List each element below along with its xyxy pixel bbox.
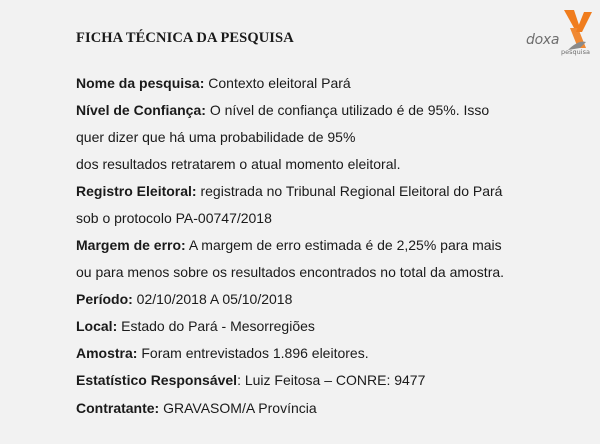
field-periodo <box>76 286 586 313</box>
field-label: Local: <box>76 318 118 334</box>
field-label: Amostra: <box>76 345 138 361</box>
field-amostra <box>76 340 586 367</box>
field-estatistico <box>76 367 586 394</box>
page-title: FICHA TÉCNICA DA PESQUISA <box>76 30 294 46</box>
field-value: : Luiz Feitosa – CONRE: 9477 <box>237 372 426 388</box>
field-confianca-cont: quer dizer que há uma probabilidade de 95% <box>76 129 356 145</box>
field-value: Foram entrevistados 1.896 eleitores. <box>141 345 369 361</box>
logo-subtitle: pesquisa <box>561 48 590 56</box>
field-margem-cont: ou para menos sobre os resultados encontrados no total da amostra. <box>76 264 505 280</box>
field-registro <box>76 178 586 205</box>
field-value: Contexto eleitoral Pará <box>208 75 351 91</box>
field-contratante <box>76 395 586 422</box>
field-label: Nível de Confiança: <box>76 102 206 118</box>
field-label: Estatístico Responsável <box>76 372 238 388</box>
field-registro-cont: sob o protocolo PA-00747/2018 <box>76 210 272 226</box>
field-value: Estado do Pará - Mesorregiões <box>121 318 315 334</box>
field-value: A margem de erro estimada é de 2,25% para mais <box>188 237 502 253</box>
field-label: Contratante: <box>76 400 160 416</box>
doxa-logo <box>520 6 596 62</box>
field-confianca-cont: dos resultados retratarem o atual momento eleitoral. <box>76 156 401 172</box>
field-label: Registro Eleitoral: <box>76 183 197 199</box>
field-margem <box>76 232 586 259</box>
field-label: Período: <box>76 291 133 307</box>
field-confianca <box>76 97 586 124</box>
field-value: O nível de confiança utilizado é de 95%. Isso <box>209 102 490 118</box>
field-nome <box>76 70 586 97</box>
logo-wordmark: doxa <box>526 32 560 48</box>
field-local <box>76 313 586 340</box>
field-value: 02/10/2018 A 05/10/2018 <box>136 291 293 307</box>
field-value: registrada no Tribunal Regional Eleitoral do Pará <box>200 183 503 199</box>
fields-list <box>76 70 586 422</box>
field-label: Nome da pesquisa: <box>76 75 205 91</box>
field-value: GRAVASOM/A Província <box>163 400 317 416</box>
field-label: Margem de erro: <box>76 237 186 253</box>
